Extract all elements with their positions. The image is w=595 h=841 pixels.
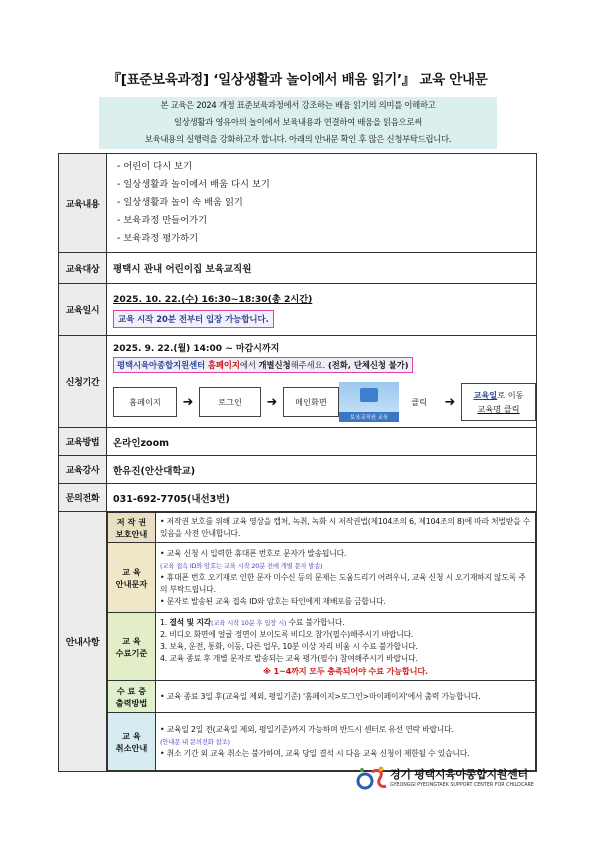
intro-line-2: 일상생활과 영유아의 놀이에서 보육내용과 연결하여 배움을 읽음으로써 [174, 117, 422, 127]
complete-line-3: 3. 보육, 운전, 통화, 이동, 다른 업무, 10분 이상 자리 비움 시 수료 불가합니다. [160, 641, 418, 651]
step-move [461, 383, 536, 421]
copyright-label-2: 보호안내 [115, 528, 148, 539]
list-item: - 일상생활과 놀이에서 배움 다시 보기 [117, 176, 536, 194]
content-list [113, 154, 536, 252]
complete-label [108, 613, 156, 681]
center-name-footer: 경기 평택시육아종합지원센터 [390, 768, 528, 781]
arrow-icon: ➜ [444, 394, 456, 410]
footer [356, 762, 556, 798]
sms-line-2: • 휴대폰 번호 오기재로 인한 문자 미수신 등의 문제는 도움드리기 어려우니, 교육 신청 시 오기재하지 않도록 주의 부탁드립니다. [160, 572, 526, 594]
list-item: - 보육과정 평가하기 [117, 230, 536, 248]
cancel-label-2: 취소안내 [115, 742, 148, 753]
method-label: 교육방법 [59, 428, 107, 456]
sms-label-2: 안내문자 [115, 578, 148, 589]
complete-line-1-num: 1. [160, 617, 170, 627]
apply-flow [113, 382, 536, 422]
schedule-label: 교육일시 [59, 284, 107, 336]
apply-label: 신청기간 [59, 336, 107, 428]
step-login: 로그인 [199, 387, 261, 417]
homepage-text: 홈페이지 [207, 360, 240, 370]
complete-line-1-end: 수료 불가합니다. [286, 617, 345, 627]
schedule-note: 교육 시작 20분 전부터 입장 가능합니다. [113, 310, 274, 328]
intro-box [99, 97, 497, 149]
cancel-label-1: 교 육 [122, 730, 141, 741]
copyright-label [108, 513, 156, 543]
list-item: - 보육과정 만들어가기 [117, 212, 536, 230]
cert-label [108, 681, 156, 713]
schedule-date: 2025. 10. 22.(수) 16:30~18:30(총 2시간) [113, 294, 313, 305]
sms-line-1-sub: (교육 접속 ID와 암호는 교육 시작 20분 전에 개별 문자 발송) [160, 561, 323, 570]
info-table [58, 153, 537, 772]
arrow-icon: ➜ [266, 394, 278, 410]
step-click: 클릭 [411, 396, 427, 407]
cancel-line-1-sub: (안내문 내 문의전화 참조) [160, 737, 230, 746]
cancel-line-2: • 취소 기간 외 교육 취소는 불가하며, 교육 당일 결석 시 다음 교육 신청이 제한될 수 있습니다. [160, 748, 470, 758]
image-caption: 보육교직원 교육 [339, 412, 399, 422]
list-item: - 어린이 다시 보기 [117, 158, 536, 176]
list-item: - 일상생활과 놀이 속 배움 읽기 [117, 194, 536, 212]
complete-line-2: 2. 비디오 화면에 얼굴 정면이 보이도록 비디오 참가(필수)해주시기 바랍니다. [160, 629, 414, 639]
cert-text: • 교육 종료 3일 후(교육일 제외, 평일기준) '홈페이지>로그인>마이페이지'에서 출력 가능합니다. [156, 681, 536, 713]
target-label: 교육대상 [59, 253, 107, 284]
apply-paren: (전화, 단체신청 불가) [327, 360, 409, 370]
phone-value: 031-692-7705(내선3번) [107, 484, 537, 512]
row-target [59, 253, 537, 284]
step-homepage: 홈페이지 [113, 387, 177, 417]
complete-label-1: 교 육 [122, 635, 141, 646]
complete-line-1-bold: 결석 및 지각 [169, 617, 212, 627]
center-eng-footer: GYEONGGI PYEONGTAEK SUPPORT CENTER FOR CHILDCARE [390, 783, 534, 788]
sms-label-1: 교 육 [122, 566, 141, 577]
row-schedule [59, 284, 537, 336]
sms-label [108, 543, 156, 613]
phone-label: 문의전화 [59, 484, 107, 512]
page-title: 『[표준보육과정] ‘일상생활과 놀이에서 배움 읽기’』 교육 안내문 [107, 72, 488, 88]
individual-text: 개별신청 [258, 360, 291, 370]
notice-table [107, 512, 536, 771]
row-notice [59, 512, 537, 772]
click-title-text: 교육명 클릭 [477, 404, 520, 414]
complete-line-1 [160, 617, 531, 629]
intro-line-3: 보육내용의 실행력을 강화하고자 합니다. 아래의 안내문 확인 후 많은 신청부탁드립니다. [144, 134, 452, 144]
cert-label-2: 출력방법 [115, 697, 148, 708]
apply-note [113, 357, 413, 373]
copyright-text: • 저작권 보호를 위해 교육 영상을 캡처, 녹취, 녹화 시 저작권법(제104조의 6, 제104조의 8)에 따라 처벌받을 수 있음을 사전 안내합니다. [156, 513, 536, 543]
row-content [59, 154, 537, 253]
complete-line-4: 4. 교육 종료 후 개별 문자로 발송되는 교육 평가(필수) 참여해주시기 바랍니다. [160, 653, 418, 663]
sms-line-1: • 교육 신청 시 입력한 휴대폰 번호로 문자가 발송됩니다. [160, 548, 347, 558]
cancel-label [108, 713, 156, 771]
book-icon [360, 388, 378, 402]
cert-label-1: 수 료 증 [116, 685, 147, 696]
complete-line-1-sub: (교육 시작 10분 후 입장 시) [211, 618, 287, 627]
arrow-icon: ➜ [182, 394, 194, 410]
complete-warning: ※ 1~4까지 모두 충족되어야 수료 가능합니다. [263, 665, 428, 676]
apply-note-end: 해주세요. [290, 360, 328, 370]
step-main: 메인화면 [283, 387, 339, 417]
row-apply [59, 336, 537, 428]
apply-note-mid: 에서 [239, 360, 259, 370]
method-value: 온라인zoom [107, 428, 537, 456]
teacher-label: 교육강사 [59, 456, 107, 484]
intro-line-1: 본 교육은 2024 개정 표준보육과정에서 강조하는 배움 읽기의 의미를 이해하고 [160, 100, 436, 110]
row-phone [59, 484, 537, 512]
row-method [59, 428, 537, 456]
target-value: 평택시 관내 어린이집 보육교직원 [107, 253, 537, 284]
staff-education-image [339, 382, 399, 422]
notice-label: 안내사항 [59, 512, 107, 772]
teacher-value: 한유진(안산대학교) [107, 456, 537, 484]
row-teacher [59, 456, 537, 484]
edu-day-text: 교육일 [473, 390, 498, 400]
center-name: 평택시육아종합지원센터 [117, 360, 206, 370]
complete-label-2: 수료기준 [115, 647, 148, 658]
copyright-label-1: 저 작 권 [116, 516, 147, 527]
center-logo-icon [356, 764, 388, 794]
sms-line-3: • 문자로 발송된 교육 접속 ID와 암호는 타인에게 재배포를 금합니다. [160, 596, 386, 606]
cancel-line-1: • 교육일 2일 전(교육일 제외, 평일기준)까지 가능하며 반드시 센터로 유선 연락 바랍니다. [160, 724, 454, 734]
apply-date: 2025. 9. 22.(월) 14:00 ~ 마감시까지 [113, 344, 280, 354]
move-text: 로 이동 [497, 390, 524, 400]
content-label: 교육내용 [59, 154, 107, 253]
